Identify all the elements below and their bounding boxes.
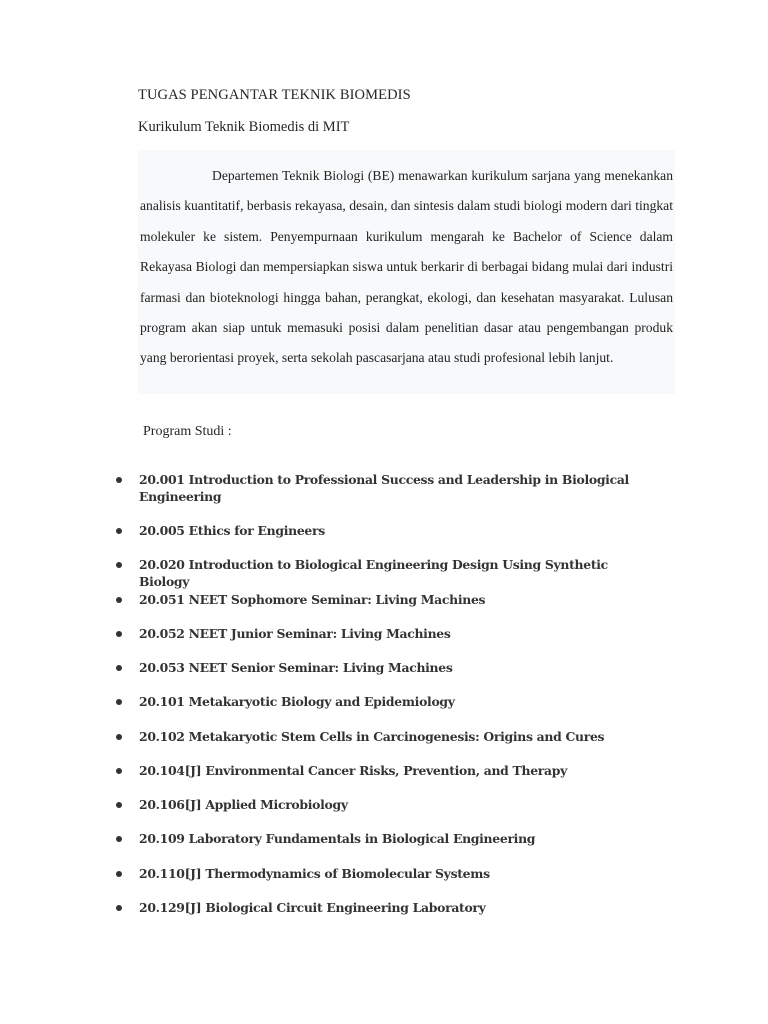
bullet-icon [116, 734, 122, 740]
program-studi-label: Program Studi : [143, 424, 232, 439]
course-title: 20.020 Introduction to Biological Engineering Design Using Synthetic Biology [139, 557, 608, 589]
course-title: 20.101 Metakaryotic Biology and Epidemiology [139, 694, 455, 709]
bullet-icon [116, 562, 122, 568]
course-title: 20.129[J] Biological Circuit Engineering Laboratory [139, 900, 486, 915]
course-title: 20.106[J] Applied Microbiology [139, 797, 348, 812]
bullet-icon [116, 836, 122, 842]
bullet-icon [116, 597, 122, 603]
intro-paragraph: Departemen Teknik Biologi (BE) menawarkan kurikulum sarjana yang menekankan analisis kuantitatif, berbasis rekayasa, desain, dan sintesis dalam studi biologi modern dari tingkat molekuler ke sistem. Penyempurnaan kurikulum mengarah ke Bachelor of Science dalam Rekayasa Biologi dan mempersiapkan siswa untuk berkarir di berbagai bidang mulai dari industri farmasi dan bioteknologi hingga bahan, perangkat, ekologi, dan kesehatan masyarakat. Lulusan program akan siap untuk memasuki posisi dalam penelitian dasar atau pengembangan produk yang berorientasi proyek, serta sekolah pascasarjana atau studi profesional lebih lanjut. [140, 168, 673, 366]
bullet-icon [116, 699, 122, 705]
course-title: 20.051 NEET Sophomore Seminar: Living Machines [139, 592, 486, 607]
document-subtitle: Kurikulum Teknik Biomedis di MIT [138, 119, 350, 135]
course-title: 20.005 Ethics for Engineers [139, 523, 325, 538]
bullet-icon [116, 871, 122, 877]
bullet-icon [116, 905, 122, 911]
bullet-icon [116, 802, 122, 808]
bullet-icon [116, 477, 122, 483]
course-title: 20.110[J] Thermodynamics of Biomolecular Systems [139, 866, 490, 881]
course-title: 20.001 Introduction to Professional Success and Leadership in Biological Engineering [139, 472, 629, 504]
bullet-icon [116, 528, 122, 534]
document-title: TUGAS PENGANTAR TEKNIK BIOMEDIS [138, 87, 411, 103]
bullet-icon [116, 631, 122, 637]
course-title: 20.052 NEET Junior Seminar: Living Machines [139, 626, 451, 641]
course-title: 20.053 NEET Senior Seminar: Living Machines [139, 660, 453, 675]
course-title: 20.102 Metakaryotic Stem Cells in Carcinogenesis: Origins and Cures [139, 729, 605, 744]
bullet-icon [116, 665, 122, 671]
course-title: 20.104[J] Environmental Cancer Risks, Prevention, and Therapy [139, 763, 567, 778]
bullet-icon [116, 768, 122, 774]
course-title: 20.109 Laboratory Fundamentals in Biological Engineering [139, 831, 536, 846]
intro-section [138, 150, 675, 394]
